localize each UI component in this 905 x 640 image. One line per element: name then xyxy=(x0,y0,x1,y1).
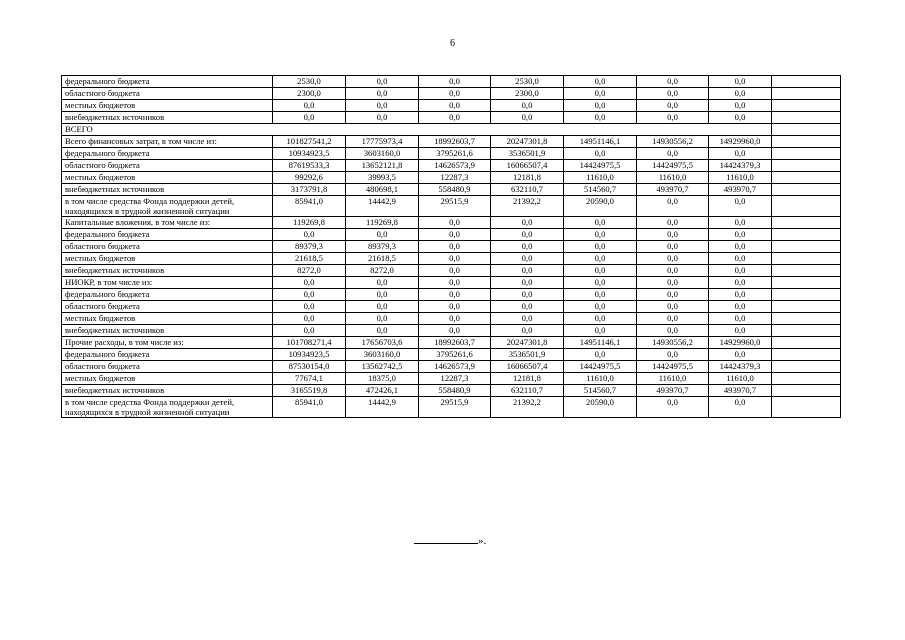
value-cell: 14626573,9 xyxy=(419,160,491,172)
table-row xyxy=(62,100,841,112)
row-label: Всего финансовых затрат, в том числе из: xyxy=(62,136,273,148)
value-cell: 8272,0 xyxy=(273,265,346,277)
value-cell: 13652121,8 xyxy=(346,160,419,172)
extra-cell xyxy=(772,136,841,148)
value-cell: 0,0 xyxy=(419,313,491,325)
value-cell: 0,0 xyxy=(491,301,564,313)
table-row xyxy=(62,148,841,160)
value-cell: 0,0 xyxy=(637,76,709,88)
value-cell: 0,0 xyxy=(564,241,637,253)
value-cell: 0,0 xyxy=(709,100,772,112)
value-cell: 0,0 xyxy=(709,76,772,88)
value-cell: 14442,9 xyxy=(346,397,419,418)
value-cell: 493970,7 xyxy=(637,184,709,196)
table-row xyxy=(62,361,841,373)
value-cell: 632110,7 xyxy=(491,385,564,397)
extra-cell xyxy=(772,172,841,184)
value-cell: 0,0 xyxy=(709,313,772,325)
value-cell: 10934923,5 xyxy=(273,148,346,160)
value-cell: 0,0 xyxy=(419,301,491,313)
value-cell: 0,0 xyxy=(346,325,419,337)
value-cell: 0,0 xyxy=(709,253,772,265)
value-cell: 3173791,8 xyxy=(273,184,346,196)
value-cell: 89379,3 xyxy=(346,241,419,253)
value-cell: 12181,8 xyxy=(491,373,564,385)
value-cell: 0,0 xyxy=(346,301,419,313)
row-label: областного бюджета xyxy=(62,88,273,100)
extra-cell xyxy=(772,112,841,124)
value-cell: 3603160,0 xyxy=(346,148,419,160)
closing-mark xyxy=(414,533,486,547)
value-cell: 0,0 xyxy=(637,289,709,301)
value-cell: 0,0 xyxy=(564,217,637,229)
row-label: федерального бюджета xyxy=(62,76,273,88)
extra-cell xyxy=(772,385,841,397)
extra-cell xyxy=(772,160,841,172)
extra-cell xyxy=(772,184,841,196)
value-cell: 0,0 xyxy=(273,289,346,301)
value-cell: 0,0 xyxy=(637,112,709,124)
row-label: местных бюджетов xyxy=(62,313,273,325)
value-cell: 0,0 xyxy=(709,196,772,217)
section-row xyxy=(62,124,841,136)
value-cell: 0,0 xyxy=(637,88,709,100)
value-cell: 0,0 xyxy=(709,325,772,337)
value-cell: 0,0 xyxy=(419,241,491,253)
value-cell: 2300,0 xyxy=(491,88,564,100)
value-cell: 0,0 xyxy=(637,148,709,160)
value-cell: 17656703,6 xyxy=(346,337,419,349)
value-cell: 0,0 xyxy=(637,349,709,361)
value-cell: 14424975,5 xyxy=(564,361,637,373)
page-number: 6 xyxy=(450,38,455,49)
value-cell: 558480,9 xyxy=(419,184,491,196)
value-cell: 29515,9 xyxy=(419,397,491,418)
value-cell: 0,0 xyxy=(637,265,709,277)
value-cell: 119269,8 xyxy=(273,217,346,229)
table-row xyxy=(62,76,841,88)
value-cell: 0,0 xyxy=(564,349,637,361)
value-cell: 480698,1 xyxy=(346,184,419,196)
table-row xyxy=(62,313,841,325)
value-cell: 0,0 xyxy=(346,112,419,124)
extra-cell xyxy=(772,124,841,136)
extra-cell xyxy=(772,253,841,265)
value-cell: 39993,5 xyxy=(346,172,419,184)
value-cell: 0,0 xyxy=(637,217,709,229)
value-cell: 0,0 xyxy=(564,253,637,265)
extra-cell xyxy=(772,241,841,253)
extra-cell xyxy=(772,373,841,385)
value-cell: 12287,3 xyxy=(419,172,491,184)
value-cell: 29515,9 xyxy=(419,196,491,217)
row-label: областного бюджета xyxy=(62,301,273,313)
value-cell: 0,0 xyxy=(564,148,637,160)
value-cell: 0,0 xyxy=(346,277,419,289)
value-cell: 0,0 xyxy=(273,301,346,313)
value-cell: 0,0 xyxy=(419,265,491,277)
value-cell: 0,0 xyxy=(491,112,564,124)
value-cell: 3603160,0 xyxy=(346,349,419,361)
value-cell: 0,0 xyxy=(709,349,772,361)
value-cell: 11610,0 xyxy=(709,373,772,385)
value-cell: 0,0 xyxy=(709,277,772,289)
extra-cell xyxy=(772,325,841,337)
table-row xyxy=(62,349,841,361)
value-cell: 14442,9 xyxy=(346,196,419,217)
extra-cell xyxy=(772,88,841,100)
extra-cell xyxy=(772,313,841,325)
value-cell: 0,0 xyxy=(637,325,709,337)
extra-cell xyxy=(772,337,841,349)
extra-cell xyxy=(772,196,841,217)
value-cell: 0,0 xyxy=(709,148,772,160)
table-row xyxy=(62,88,841,100)
table-row xyxy=(62,217,841,229)
extra-cell xyxy=(772,229,841,241)
value-cell: 0,0 xyxy=(637,277,709,289)
value-cell: 0,0 xyxy=(491,313,564,325)
value-cell: 14929960,0 xyxy=(709,136,772,148)
value-cell: 0,0 xyxy=(564,289,637,301)
value-cell: 21392,2 xyxy=(491,196,564,217)
value-cell: 0,0 xyxy=(419,229,491,241)
extra-cell xyxy=(772,361,841,373)
row-label: местных бюджетов xyxy=(62,172,273,184)
value-cell: 0,0 xyxy=(346,100,419,112)
value-cell: 18375,0 xyxy=(346,373,419,385)
value-cell: 20590,0 xyxy=(564,196,637,217)
value-cell: 21392,2 xyxy=(491,397,564,418)
table-row xyxy=(62,112,841,124)
value-cell: 11610,0 xyxy=(564,172,637,184)
value-cell: 0,0 xyxy=(419,277,491,289)
value-cell: 14424379,3 xyxy=(709,361,772,373)
row-label: внебюджетных источников xyxy=(62,112,273,124)
value-cell: 0,0 xyxy=(346,289,419,301)
value-cell: 0,0 xyxy=(709,229,772,241)
row-label: внебюджетных источников xyxy=(62,325,273,337)
table-row xyxy=(62,397,841,418)
value-cell: 0,0 xyxy=(273,325,346,337)
value-cell: 0,0 xyxy=(491,217,564,229)
value-cell: 0,0 xyxy=(419,325,491,337)
value-cell: 632110,7 xyxy=(491,184,564,196)
value-cell: 0,0 xyxy=(709,241,772,253)
financing-table xyxy=(61,75,841,418)
value-cell: 0,0 xyxy=(709,217,772,229)
value-cell: 0,0 xyxy=(564,325,637,337)
extra-cell xyxy=(772,148,841,160)
value-cell: 11610,0 xyxy=(637,172,709,184)
value-cell: 21618,5 xyxy=(273,253,346,265)
value-cell: 2530,0 xyxy=(491,76,564,88)
value-cell: 85941,0 xyxy=(273,397,346,418)
row-label: областного бюджета xyxy=(62,241,273,253)
value-cell: 0,0 xyxy=(419,76,491,88)
value-cell: 16066507,4 xyxy=(491,160,564,172)
table-row xyxy=(62,289,841,301)
value-cell: 14951146,1 xyxy=(564,136,637,148)
value-cell: 16066507,4 xyxy=(491,361,564,373)
row-label: местных бюджетов xyxy=(62,100,273,112)
extra-cell xyxy=(772,277,841,289)
value-cell: 14424975,5 xyxy=(637,361,709,373)
table-row xyxy=(62,196,841,217)
value-cell: 0,0 xyxy=(491,265,564,277)
value-cell: 2300,0 xyxy=(273,88,346,100)
value-cell: 0,0 xyxy=(564,88,637,100)
table-row xyxy=(62,160,841,172)
table-row xyxy=(62,325,841,337)
value-cell: 0,0 xyxy=(419,217,491,229)
value-cell: 0,0 xyxy=(564,229,637,241)
value-cell: 0,0 xyxy=(637,196,709,217)
value-cell: 0,0 xyxy=(346,76,419,88)
value-cell: 0,0 xyxy=(637,397,709,418)
row-label: федерального бюджета xyxy=(62,148,273,160)
value-cell: 14626573,9 xyxy=(419,361,491,373)
value-cell: 3165519,8 xyxy=(273,385,346,397)
value-cell: 89379,3 xyxy=(273,241,346,253)
row-label: областного бюджета xyxy=(62,361,273,373)
value-cell: 14424975,5 xyxy=(637,160,709,172)
value-cell: 87619533,3 xyxy=(273,160,346,172)
value-cell: 3536501,9 xyxy=(491,148,564,160)
value-cell: 10934923,5 xyxy=(273,349,346,361)
value-cell: 2530,0 xyxy=(273,76,346,88)
value-cell: 0,0 xyxy=(709,397,772,418)
table-row xyxy=(62,301,841,313)
value-cell: 14930556,2 xyxy=(637,337,709,349)
value-cell: 514560,7 xyxy=(564,184,637,196)
value-cell: 0,0 xyxy=(346,88,419,100)
value-cell: 0,0 xyxy=(637,229,709,241)
value-cell: 11610,0 xyxy=(637,373,709,385)
value-cell: 14929960,0 xyxy=(709,337,772,349)
value-cell: 14951146,1 xyxy=(564,337,637,349)
value-cell: 493970,7 xyxy=(709,385,772,397)
value-cell: 514560,7 xyxy=(564,385,637,397)
row-label: в том числе средства Фонда поддержки детей, находящихся в трудной жизненной ситуации xyxy=(62,196,273,217)
value-cell: 14424379,3 xyxy=(709,160,772,172)
value-cell: 13562742,5 xyxy=(346,361,419,373)
value-cell: 101827541,2 xyxy=(273,136,346,148)
value-cell: 0,0 xyxy=(491,100,564,112)
extra-cell xyxy=(772,301,841,313)
value-cell: 0,0 xyxy=(273,112,346,124)
value-cell: 0,0 xyxy=(419,112,491,124)
value-cell: 101708271,4 xyxy=(273,337,346,349)
row-label: федерального бюджета xyxy=(62,229,273,241)
value-cell: 14424975,5 xyxy=(564,160,637,172)
table-row xyxy=(62,241,841,253)
extra-cell xyxy=(772,289,841,301)
value-cell: 0,0 xyxy=(564,301,637,313)
table-row xyxy=(62,373,841,385)
value-cell: 14930556,2 xyxy=(637,136,709,148)
value-cell: 0,0 xyxy=(419,289,491,301)
value-cell: 8272,0 xyxy=(346,265,419,277)
value-cell: 0,0 xyxy=(637,253,709,265)
value-cell: 0,0 xyxy=(491,325,564,337)
table-row xyxy=(62,136,841,148)
value-cell: 493970,7 xyxy=(709,184,772,196)
value-cell: 0,0 xyxy=(273,277,346,289)
value-cell: 0,0 xyxy=(491,253,564,265)
row-label: НИОКР, в том числе из: xyxy=(62,277,273,289)
table-row xyxy=(62,229,841,241)
value-cell: 0,0 xyxy=(491,241,564,253)
value-cell: 0,0 xyxy=(419,100,491,112)
table-row xyxy=(62,253,841,265)
value-cell: 0,0 xyxy=(273,100,346,112)
table-row xyxy=(62,277,841,289)
value-cell: 18992603,7 xyxy=(419,337,491,349)
row-label: внебюджетных источников xyxy=(62,385,273,397)
extra-cell xyxy=(772,265,841,277)
extra-cell xyxy=(772,76,841,88)
value-cell: 0,0 xyxy=(564,277,637,289)
value-cell: 0,0 xyxy=(491,289,564,301)
value-cell: 20247301,8 xyxy=(491,136,564,148)
value-cell: 0,0 xyxy=(709,112,772,124)
value-cell: 3536501,9 xyxy=(491,349,564,361)
value-cell: 11610,0 xyxy=(564,373,637,385)
value-cell: 0,0 xyxy=(564,76,637,88)
value-cell: 0,0 xyxy=(564,265,637,277)
value-cell: 0,0 xyxy=(564,100,637,112)
value-cell: 11610,0 xyxy=(709,172,772,184)
value-cell: 0,0 xyxy=(637,100,709,112)
extra-cell xyxy=(772,217,841,229)
table-body xyxy=(62,76,841,418)
value-cell: 472426,1 xyxy=(346,385,419,397)
row-label: федерального бюджета xyxy=(62,289,273,301)
value-cell: 558480,9 xyxy=(419,385,491,397)
value-cell: 0,0 xyxy=(637,241,709,253)
row-label: внебюджетных источников xyxy=(62,265,273,277)
value-cell: 0,0 xyxy=(709,88,772,100)
row-label: местных бюджетов xyxy=(62,253,273,265)
row-label: местных бюджетов xyxy=(62,373,273,385)
value-cell: 0,0 xyxy=(637,301,709,313)
value-cell: 12287,3 xyxy=(419,373,491,385)
value-cell: 493970,7 xyxy=(637,385,709,397)
value-cell: 3795261,6 xyxy=(419,349,491,361)
value-cell: 3795261,6 xyxy=(419,148,491,160)
value-cell: 0,0 xyxy=(491,229,564,241)
row-label: Капитальные вложения, в том числе из: xyxy=(62,217,273,229)
extra-cell xyxy=(772,397,841,418)
table-row xyxy=(62,385,841,397)
value-cell: 119269,8 xyxy=(346,217,419,229)
value-cell: 87530154,0 xyxy=(273,361,346,373)
value-cell: 0,0 xyxy=(564,313,637,325)
value-cell: 12181,8 xyxy=(491,172,564,184)
value-cell: 0,0 xyxy=(346,229,419,241)
value-cell: 77674,1 xyxy=(273,373,346,385)
value-cell: 0,0 xyxy=(491,277,564,289)
value-cell: 0,0 xyxy=(419,253,491,265)
row-label: в том числе средства Фонда поддержки детей, находящихся в трудной жизненной ситуации xyxy=(62,397,273,418)
value-cell: 0,0 xyxy=(273,313,346,325)
value-cell: 0,0 xyxy=(709,301,772,313)
table-row xyxy=(62,337,841,349)
value-cell: 0,0 xyxy=(346,313,419,325)
row-label: федерального бюджета xyxy=(62,349,273,361)
extra-cell xyxy=(772,100,841,112)
value-cell: 0,0 xyxy=(709,265,772,277)
table-row xyxy=(62,172,841,184)
value-cell: 17775973,4 xyxy=(346,136,419,148)
value-cell: 0,0 xyxy=(637,313,709,325)
value-cell: 85941,0 xyxy=(273,196,346,217)
row-label: внебюджетных источников xyxy=(62,184,273,196)
table-row xyxy=(62,184,841,196)
value-cell: 0,0 xyxy=(709,289,772,301)
signature-line xyxy=(414,533,478,544)
closing-quote: ». xyxy=(478,535,487,547)
value-cell: 21618,5 xyxy=(346,253,419,265)
table-row xyxy=(62,265,841,277)
value-cell: 18992603,7 xyxy=(419,136,491,148)
value-cell: 0,0 xyxy=(273,229,346,241)
value-cell: 99292,6 xyxy=(273,172,346,184)
value-cell: 0,0 xyxy=(419,88,491,100)
value-cell: 20590,0 xyxy=(564,397,637,418)
value-cell: 0,0 xyxy=(564,112,637,124)
value-cell: 20247301,8 xyxy=(491,337,564,349)
row-label: областного бюджета xyxy=(62,160,273,172)
section-title: ВСЕГО xyxy=(62,124,772,136)
extra-cell xyxy=(772,349,841,361)
row-label: Прочие расходы, в том числе из: xyxy=(62,337,273,349)
